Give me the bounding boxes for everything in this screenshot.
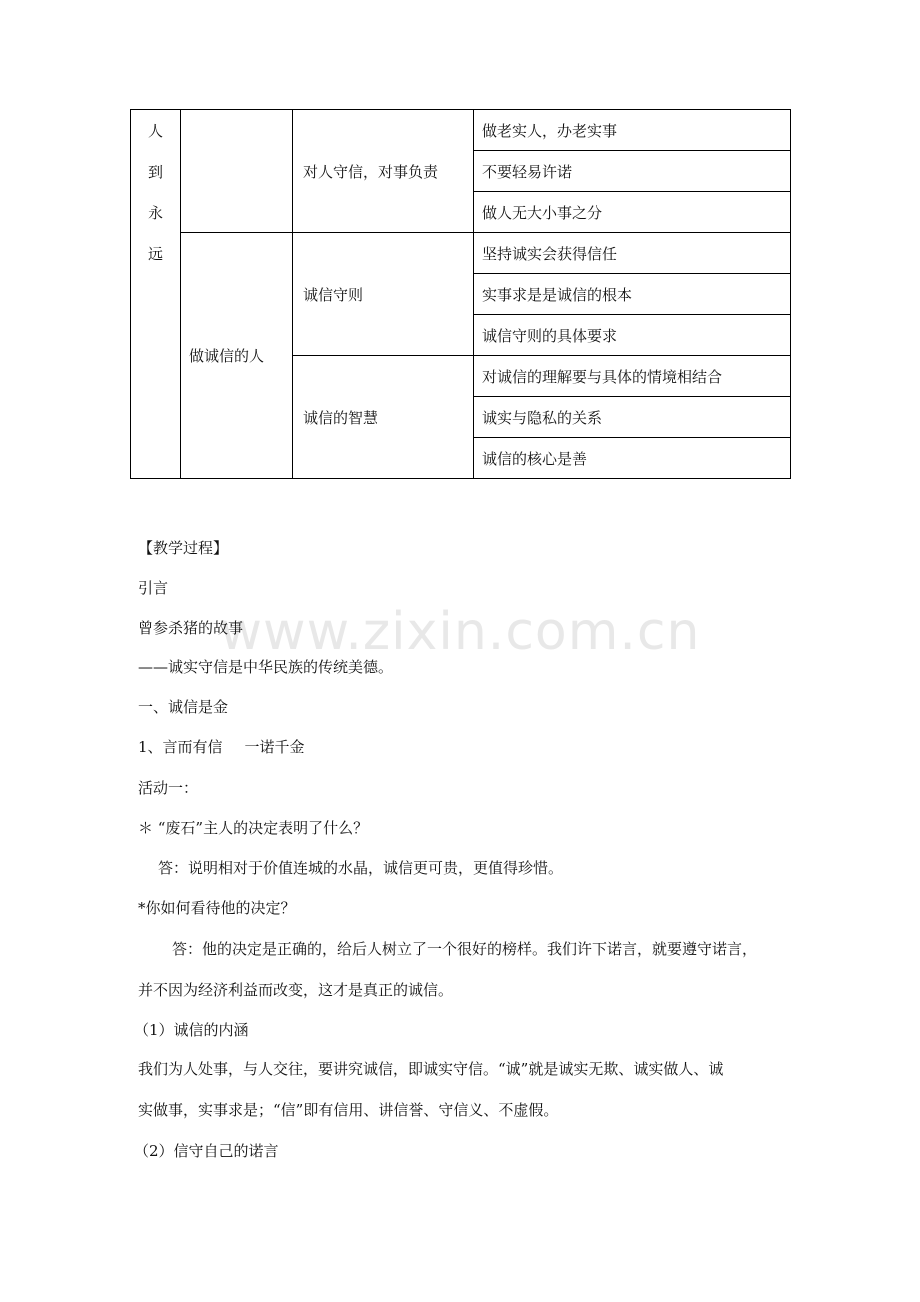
side-label-cell (131, 110, 181, 479)
subsection-title (138, 737, 305, 757)
answer: 答：说明相对于价值连城的水晶，诚信更可贵，更值得珍惜。 (158, 859, 564, 877)
detail-cell: 做人无大小事之分 (474, 192, 791, 233)
topic-cell: 对人守信，对事负责 (293, 110, 474, 233)
paragraph: 实做事，实事求是；“信”即有信用、讲信誉、守信义、不虚假。 (138, 1101, 559, 1119)
side-char: 人 (147, 122, 163, 140)
subsection-title-part: 一诺千金 (244, 738, 305, 756)
section-title: 一、诚信是金 (138, 698, 229, 716)
question: *你如何看待他的决定？ (138, 899, 296, 917)
question: ＊ “废石”主人的决定表明了什么？ (138, 819, 369, 837)
detail-cell: 对诚信的理解要与具体的情境相结合 (474, 356, 791, 397)
detail-cell: 诚实与隐私的关系 (474, 397, 791, 438)
paragraph: 活动一： (138, 779, 199, 797)
answer: 答：他的决定是正确的，给后人树立了一个很好的榜样。我们许下诺言，就要遵守诺言， (172, 940, 758, 958)
topic-cell: 诚信的智慧 (293, 356, 474, 479)
side-char: 到 (147, 163, 163, 181)
paragraph: 引言 (138, 579, 169, 597)
detail-cell: 坚持诚实会获得信任 (474, 233, 791, 274)
detail-cell: 诚信的核心是善 (474, 438, 791, 479)
outline-table (130, 109, 791, 479)
detail-cell: 诚信守则的具体要求 (474, 315, 791, 356)
paragraph: 我们为人处事，与人交往，要讲究诚信，即诚实守信。“诚”就是诚实无欺、诚实做人、诚 (138, 1060, 724, 1078)
section-heading: 【教学过程】 (138, 539, 229, 557)
paragraph: ——诚实守信是中华民族的传统美德。 (138, 658, 394, 676)
detail-cell: 不要轻易许诺 (474, 151, 791, 192)
side-char: 远 (147, 245, 163, 263)
subsection-title-part: 1、言而有信 (138, 738, 223, 756)
paragraph-title: （1）诚信的内涵 (134, 1021, 249, 1039)
detail-cell: 实事求是是诚信的根本 (474, 274, 791, 315)
section-cell: 做诚信的人 (181, 233, 293, 479)
section-cell-empty (181, 110, 293, 233)
paragraph: 曾参杀猪的故事 (138, 619, 244, 637)
watermark: www.zixin.com.cn (219, 602, 701, 662)
paragraph-title: （2）信守自己的诺言 (134, 1142, 279, 1160)
side-char: 永 (147, 204, 163, 222)
answer-continuation: 并不因为经济利益而改变，这才是真正的诚信。 (138, 981, 454, 999)
detail-cell: 做老实人，办老实事 (474, 110, 791, 151)
topic-cell: 诚信守则 (293, 233, 474, 356)
